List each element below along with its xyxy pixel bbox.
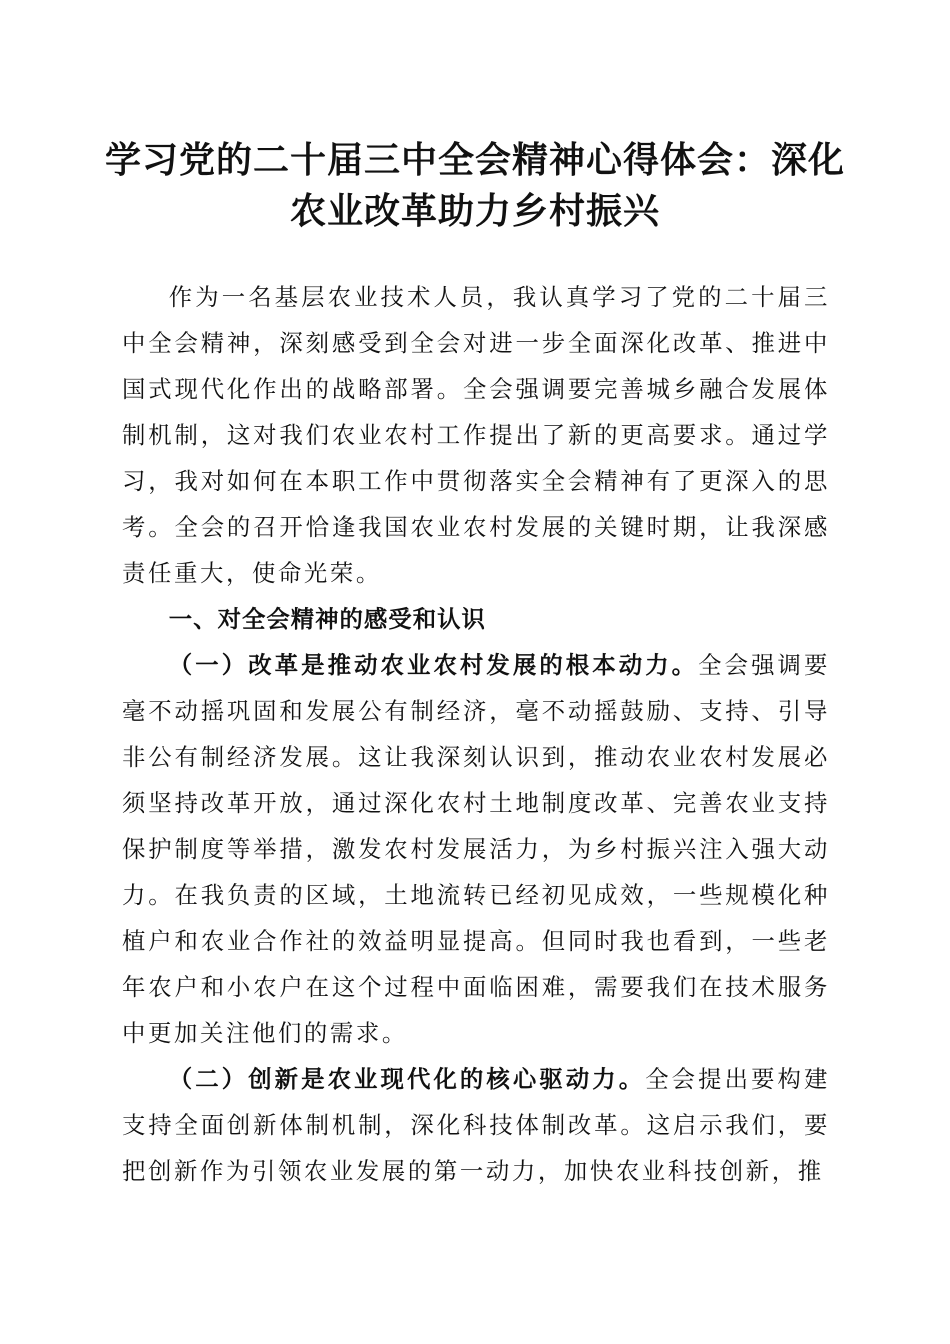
section-heading: 一、对全会精神的感受和认识 — [168, 605, 486, 633]
subsection-1-body: 全会强调要毫不动摇巩固和发展公有制经济，毫不动摇鼓励、支持、引导非公有制经济发展。这让我深刻认识到，推动农业农村发展必须坚持改革开放，通过深化农村土地制度改革、完善农业支持保护制度等举措，激发农村发展活力，为乡村振兴注入强大动力。在我负责的区域，土地流转已经初见成效，一些规模化种植户和农业合作社的效益明显提高。但同时我也看到，一些老年农户和小农户在这个过程中面临困难，需要我们在技术服务中更加关注他们的需求。 — [122, 651, 830, 1047]
document-body — [122, 274, 830, 1194]
document-title-line-2: 农业改革助力乡村振兴 — [289, 190, 660, 232]
subsection-2-body: 全会提出要构建支持全面创新体制机制，深化科技体制改革。这启示我们，要把创新作为引领农业发展的第一动力，加快农业科技创新，推 — [122, 1065, 830, 1185]
intro-paragraph: 作为一名基层农业技术人员，我认真学习了党的二十届三中全会精神，深刻感受到全会对进一步全面深化改革、推进中国式现代化作出的战略部署。全会强调要完善城乡融合发展体制机制，这对我们农业农村工作提出了新的更高要求。通过学习，我对如何在本职工作中贯彻落实全会精神有了更深入的思考。全会的召开恰逢我国农业农村发展的关键时期，让我深感责任重大，使命光荣。 — [122, 283, 830, 587]
subsection-2-paragraph — [122, 1056, 830, 1194]
subsection-1-lead: （一）改革是推动农业农村发展的根本动力。 — [168, 651, 699, 679]
document-title-line-1: 学习党的二十届三中全会精神心得体会：深化 — [104, 139, 845, 181]
subsection-1-paragraph — [122, 642, 830, 1056]
subsection-2-lead: （二）创新是农业现代化的核心驱动力。 — [168, 1065, 646, 1093]
